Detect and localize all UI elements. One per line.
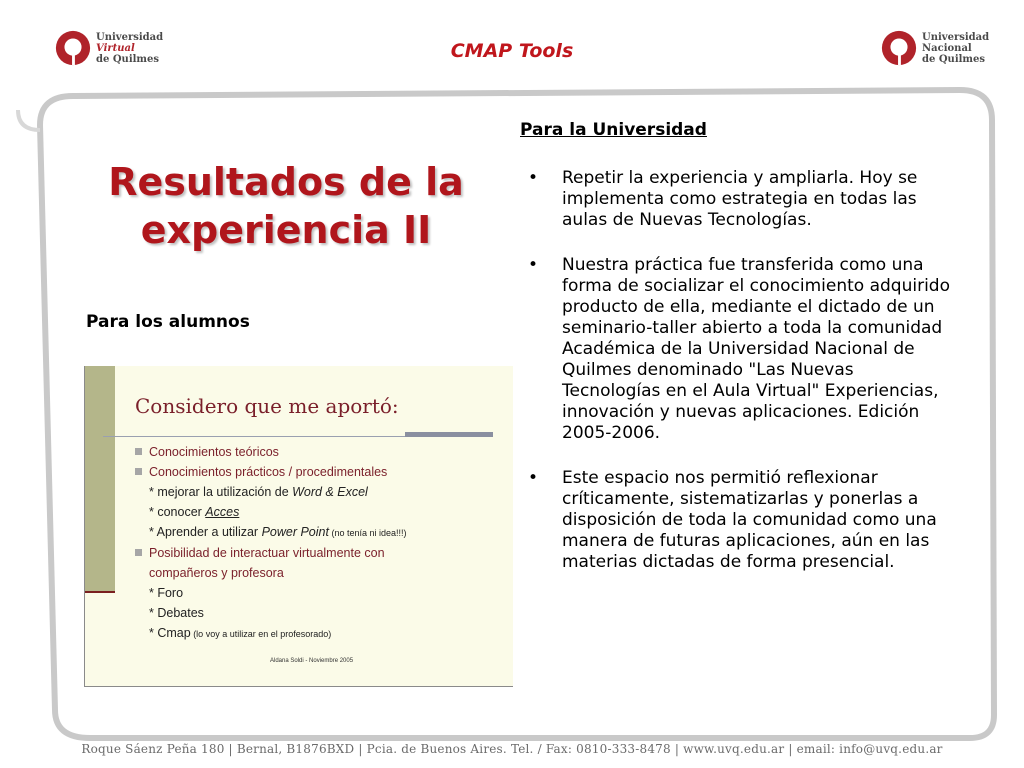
inset-list-item: Posibilidad de interactuar virtualmente con (135, 543, 505, 563)
inset-list-item: * Debates (149, 606, 204, 620)
bullet-item: • Este espacio nos permitió reflexionar críticamente, sistematizarlas y ponerlas a disposición de toda la comunidad como una manera de futuras aplicaciones, aún en las materias dictadas de forma presencial. (528, 468, 937, 572)
square-bullet-icon (135, 549, 142, 556)
inset-list-item: Conocimientos prácticos / procedimentales (135, 462, 505, 482)
logo-text-line: Nacional (922, 42, 972, 54)
slide-title (86, 158, 486, 254)
bullet-list (522, 168, 952, 573)
inset-list-item: Conocimientos teóricos (135, 442, 505, 462)
inset-list-item: * Foro (149, 586, 184, 600)
slide-title-line: Resultados de la (108, 160, 464, 204)
inset-list-item: * mejorar la utilización de Word & Excel (149, 485, 368, 499)
logo-text-line: de Quilmes (96, 53, 159, 65)
bullet-icon: • (528, 168, 539, 188)
logo-text-line: Virtual (96, 42, 135, 54)
footer-contact: Roque Sáenz Peña 180 | Bernal, B1876BXD | Pcia. de Buenos Aires. Tel. / Fax: 0810-333-8478 | www.uvq.edu.ar | email: info@uvq.edu.ar (81, 742, 943, 756)
logo-text-line: de Quilmes (922, 53, 985, 65)
inset-signature: Aldana Soldi - Noviembre 2005 (270, 658, 354, 664)
inset-list-item: compañeros y profesora (149, 566, 284, 580)
inset-bar (405, 432, 493, 437)
inset-list (135, 442, 505, 644)
left-subtitle: Para los alumnos (86, 312, 250, 332)
inset-list-item: * Cmap (lo voy a utilizar en el profesorado) (149, 626, 332, 640)
inset-divider (85, 591, 115, 593)
right-heading: Para la Universidad (520, 120, 707, 140)
embedded-slide-image (84, 366, 513, 687)
bullet-item: • Nuestra práctica fue transferida como una forma de socializar el conocimiento adquirido producto de ella, mediante el dictado de un seminario-taller abierto a toda la comunidad Académica de la Universidad Nacional de Quilmes denominado "Las Nuevas Tecnologías en el Aula Virtual" Experiencias, innovación y nuevas aplicaciones. Edición 2005-2006. (528, 255, 951, 443)
bullet-item: • Repetir la experiencia y ampliarla. Hoy se implementa como estrategia en todas las aulas de Nuevas Tecnologías. (528, 168, 918, 230)
inset-sidebar (85, 366, 115, 592)
bullet-icon: • (528, 468, 539, 488)
slide-title-line: experiencia II (140, 208, 432, 252)
logo-text-line: Universidad (922, 31, 990, 43)
inset-list-item: * conocer Acces (149, 505, 240, 519)
inset-title: Considero que me aportó: (135, 394, 399, 418)
logo-text-line: Universidad (96, 31, 164, 43)
square-bullet-icon (135, 468, 142, 475)
square-bullet-icon (135, 448, 142, 455)
bullet-icon: • (528, 255, 539, 275)
right-column (522, 120, 952, 597)
app-title: CMAP Tools (450, 40, 574, 62)
inset-list-item: * Aprender a utilizar Power Point (no tenía ni idea!!!) (149, 525, 407, 539)
